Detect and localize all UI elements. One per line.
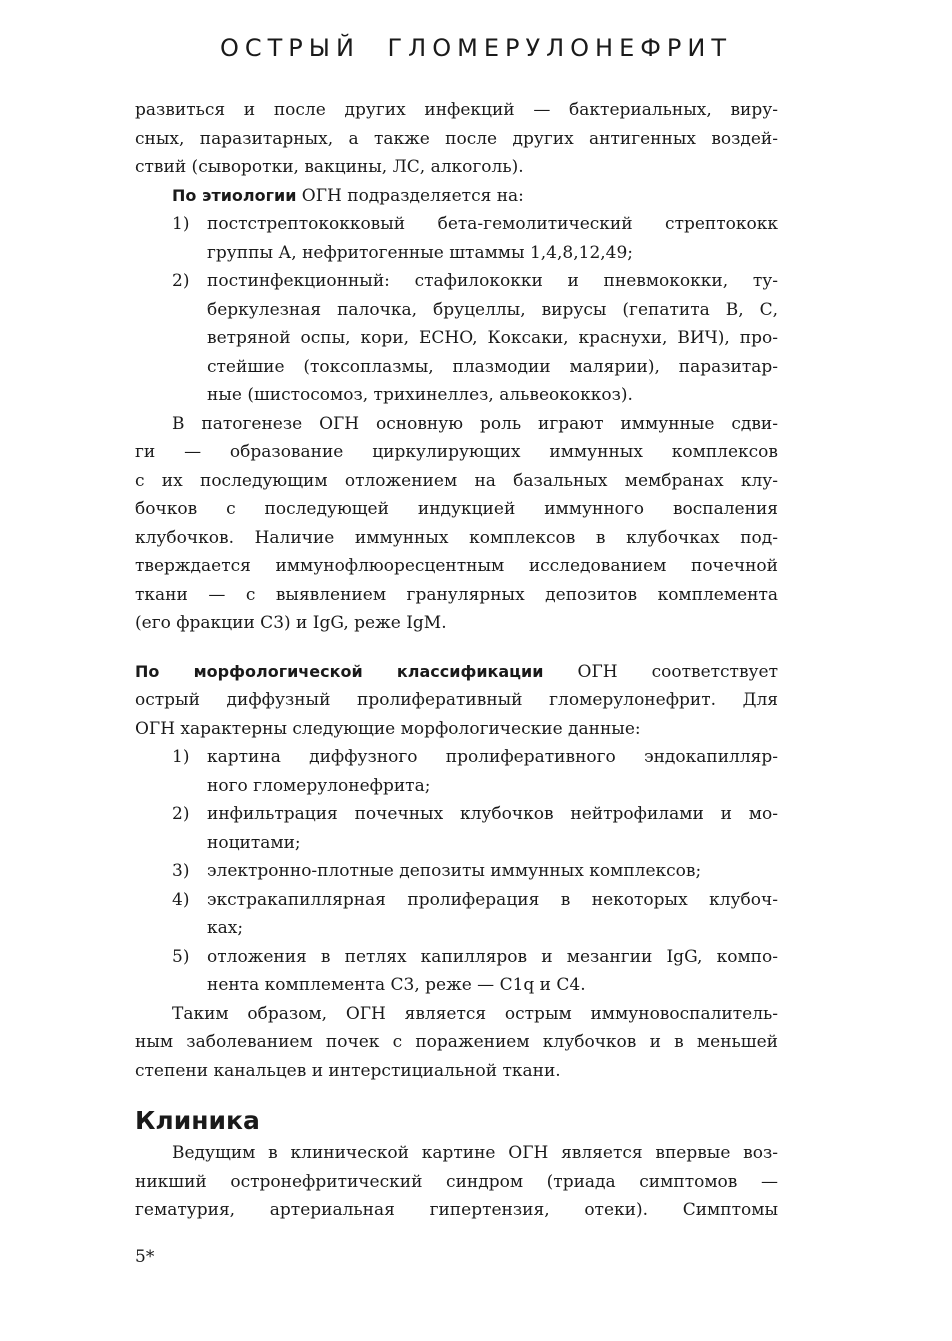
section-heading-clinic: Клиника — [135, 1106, 260, 1135]
text-line: ным заболеванием почек с поражением клубочков и в меньшей — [135, 1032, 778, 1052]
text-line: постинфекционный: стафилококки и пневмококки, ту- — [207, 271, 778, 291]
page-number: 5* — [135, 1247, 155, 1267]
text-line: ствий (сыворотки, вакцины, ЛС, алкоголь). — [135, 157, 524, 177]
text-line: ного гломерулонефрита; — [207, 775, 431, 796]
text-line: ги — образование циркулирующих иммунных комплексов — [135, 442, 778, 462]
text-line: электронно-плотные депозиты иммунных комплексов; — [207, 861, 702, 881]
etiology-lead: По этиологии — [172, 185, 297, 205]
text-line: группы А, нефритогенные штаммы 1,4,8,12,49; — [207, 242, 634, 263]
text-line: Ведущим в клинической картине ОГН является впервые воз- — [172, 1143, 778, 1163]
running-head: ОСТРЫЙ ГЛОМЕРУЛОНЕФРИТ — [220, 34, 732, 62]
text-line: никший остронефритический синдром (триада симптомов — — [135, 1171, 778, 1192]
text-line: Таким образом, ОГН является острым иммуновоспалитель- — [172, 1003, 778, 1024]
text-line: степени канальцев и интерстициальной ткани. — [135, 1060, 561, 1081]
text-line: гематурия, артериальная гипертензия, отеки). Симптомы — [135, 1200, 778, 1220]
list-number: 4) — [172, 889, 190, 910]
text-line: инфильтрация почечных клубочков нейтрофилами и мо- — [207, 804, 778, 824]
text-line: ветряной оспы, кори, ECHO, Коксаки, краснухи, ВИЧ), про- — [207, 328, 778, 348]
list-number: 2) — [172, 271, 190, 291]
morphology-intro-line — [135, 658, 778, 687]
list-item — [135, 943, 778, 1000]
morphology-section — [135, 658, 778, 1000]
text-line: беркулезная палочка, бруцеллы, вирусы (гепатита В, С, — [207, 299, 778, 320]
page-body — [135, 96, 778, 1225]
text-line: острый диффузный пролиферативный гломерулонефрит. Для — [135, 690, 778, 710]
paragraph-clinic — [135, 1139, 778, 1225]
paragraph-pathogenesis — [135, 410, 778, 638]
paragraph-intro — [135, 96, 778, 182]
list-number: 1) — [172, 214, 190, 234]
text-line: постстрептококковый бета-гемолитический стрептококк — [207, 214, 778, 234]
text-line: клубочков. Наличие иммунных комплексов в клубочках под- — [135, 527, 778, 548]
list-item — [135, 857, 778, 886]
text-line: ОГН характерны следующие морфологические данные: — [135, 718, 641, 739]
list-number: 2) — [172, 804, 190, 824]
morphology-lead: По морфологической классификации — [135, 661, 544, 681]
text-line: сных, паразитарных, а также после других антигенных воздей- — [135, 128, 778, 149]
list-number: 1) — [172, 747, 190, 767]
list-item — [135, 743, 778, 800]
text-line: отложения в петлях капилляров и мезангии IgG, компо- — [207, 946, 778, 967]
text-line: экстракапиллярная пролиферация в некоторых клубоч- — [207, 889, 778, 910]
list-item — [135, 210, 778, 267]
text-line: (его фракции С3) и IgG, реже IgM. — [135, 613, 447, 633]
text-line: развиться и после других инфекций — бактериальных, виру- — [135, 100, 778, 120]
list-item — [135, 800, 778, 857]
list-number: 5) — [172, 946, 190, 967]
paragraph-conclusion — [135, 1000, 778, 1086]
list-item — [135, 886, 778, 943]
etiology-section — [135, 182, 778, 410]
list-item — [135, 267, 778, 410]
text-line: тверждается иммунофлюоресцентным исследованием почечной — [135, 556, 778, 576]
text-line: картина диффузного пролиферативного эндокапилляр- — [207, 747, 778, 767]
text-line: бочков с последующей индукцией иммунного воспаления — [135, 499, 778, 519]
text-line: ные (шистосомоз, трихинеллез, альвеококкоз). — [207, 385, 633, 405]
morphology-rest: ОГН соответствует — [543, 661, 778, 682]
text-line: нента комплемента С3, реже — С1q и С4. — [207, 975, 586, 995]
text-line: В патогенезе ОГН основную роль играют иммунные сдви- — [172, 413, 778, 434]
text-line: с их последующим отложением на базальных мембранах клу- — [135, 470, 778, 491]
text-line: ках; — [207, 918, 244, 938]
etiology-rest: ОГН подразделяется на: — [296, 185, 524, 206]
text-line: ноцитами; — [207, 832, 301, 853]
list-number: 3) — [172, 861, 190, 881]
text-line: стейшие (токсоплазмы, плазмодии малярии), паразитар- — [207, 356, 778, 377]
text-line: ткани — с выявлением гранулярных депозитов комплемента — [135, 584, 778, 605]
etiology-intro-line — [135, 182, 778, 211]
